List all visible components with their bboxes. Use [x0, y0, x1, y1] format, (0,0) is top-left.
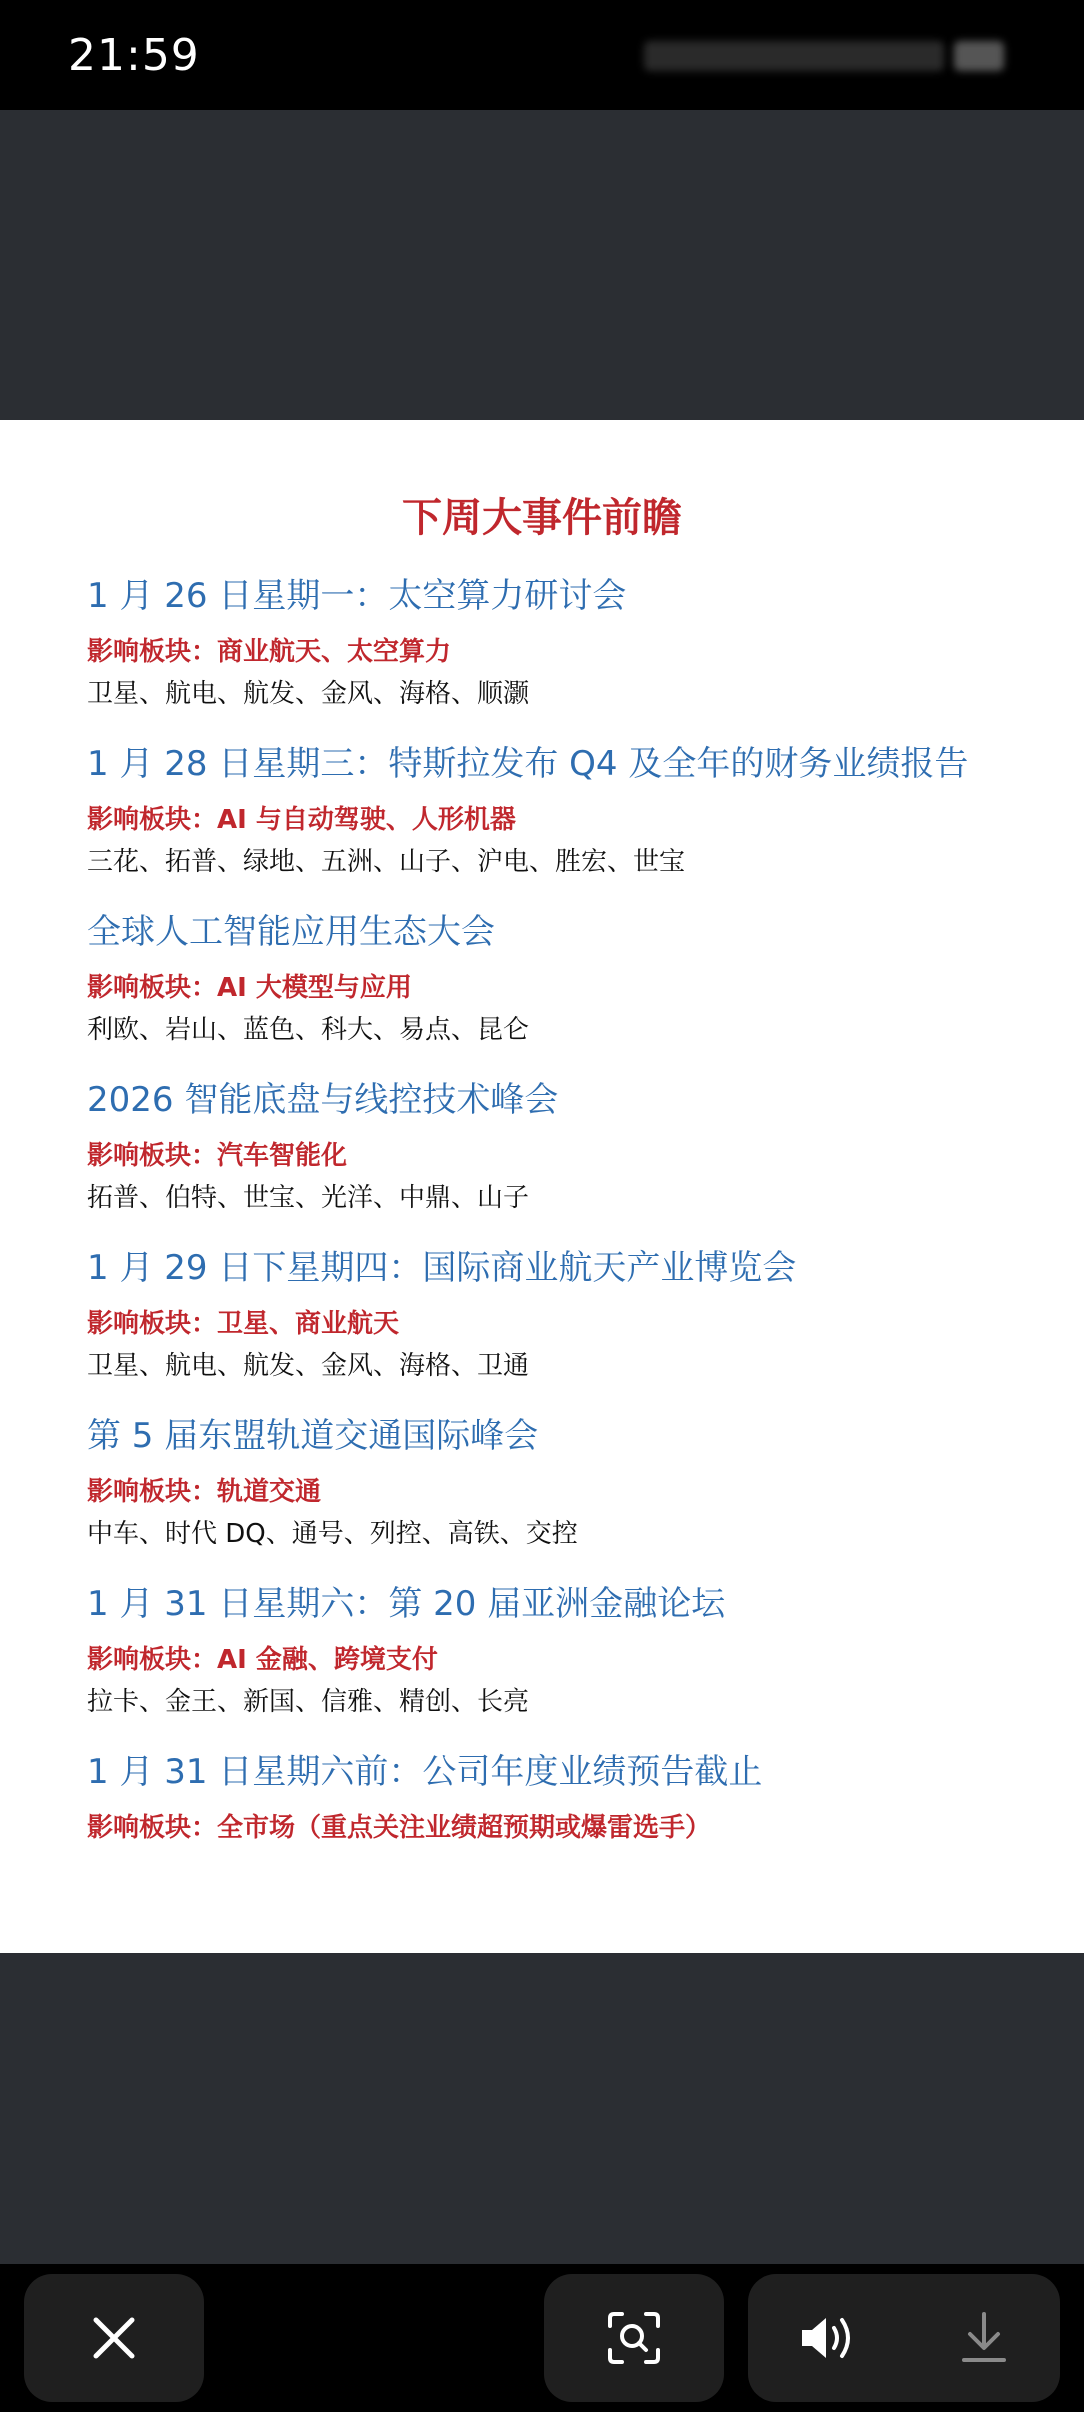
event-item — [87, 908, 1047, 1048]
blurred-status-icons — [644, 41, 944, 71]
image-search-icon — [606, 2310, 662, 2366]
status-time: 21:59 — [68, 30, 200, 81]
event-item — [87, 1412, 1047, 1552]
event-stocks: 拉卡、金王、新国、信雅、精创、长亮 — [87, 1687, 530, 1717]
speaker-icon[interactable] — [798, 2310, 858, 2366]
document-title: 下周大事件前瞻 — [402, 494, 682, 541]
event-stocks: 中车、时代 DQ、通号、列控、高铁、交控 — [87, 1519, 578, 1549]
battery-icon — [954, 41, 1004, 71]
event-sector: 影响板块：轨道交通 — [87, 1477, 322, 1507]
status-bar — [0, 0, 1084, 110]
event-stocks: 卫星、航电、航发、金风、海格、卫通 — [87, 1351, 530, 1381]
image-search-button[interactable] — [544, 2274, 724, 2402]
event-heading: 1 月 31 日星期六：第 20 届亚洲金融论坛 — [87, 1584, 726, 1624]
event-heading: 1 月 28 日星期三：特斯拉发布 Q4 及全年的财务业绩报告 — [87, 744, 969, 784]
event-item — [87, 1580, 1047, 1720]
event-sector: 影响板块：AI 与自动驾驶、人形机器 — [87, 805, 516, 835]
event-stocks: 利欧、岩山、蓝色、科大、易点、昆仑 — [87, 1015, 530, 1045]
status-icons-blurred — [614, 36, 1004, 76]
event-sector: 影响板块：AI 大模型与应用 — [87, 973, 412, 1003]
event-heading: 第 5 届东盟轨道交通国际峰会 — [87, 1416, 539, 1456]
event-heading: 1 月 26 日星期一：太空算力研讨会 — [87, 576, 627, 616]
event-sector: 影响板块：卫星、商业航天 — [87, 1309, 400, 1339]
close-button[interactable] — [24, 2274, 204, 2402]
event-heading: 2026 智能底盘与线控技术峰会 — [87, 1080, 559, 1120]
event-stocks: 拓普、伯特、世宝、光洋、中鼎、山子 — [87, 1183, 530, 1213]
event-item — [87, 740, 1047, 880]
close-icon — [90, 2314, 138, 2362]
event-stocks: 卫星、航电、航发、金风、海格、顺灏 — [87, 679, 530, 709]
event-item — [87, 572, 1047, 712]
event-sector: 影响板块：商业航天、太空算力 — [87, 637, 452, 667]
event-sector: 影响板块：汽车智能化 — [87, 1141, 348, 1171]
event-sector: 影响板块：AI 金融、跨境支付 — [87, 1645, 438, 1675]
audio-download-group — [748, 2274, 1060, 2402]
bottom-toolbar — [0, 2264, 1084, 2412]
event-heading: 全球人工智能应用生态大会 — [87, 912, 495, 952]
event-heading: 1 月 31 日星期六前：公司年度业绩预告截止 — [87, 1752, 763, 1792]
event-stocks: 三花、拓普、绿地、五洲、山子、沪电、胜宏、世宝 — [87, 847, 686, 877]
event-heading: 1 月 29 日下星期四：国际商业航天产业博览会 — [87, 1248, 797, 1288]
download-icon[interactable] — [958, 2310, 1010, 2366]
event-item — [87, 1076, 1047, 1216]
event-item — [87, 1244, 1047, 1384]
event-sector: 影响板块：全市场（重点关注业绩超预期或爆雷选手） — [87, 1813, 712, 1843]
event-item — [87, 1748, 1047, 1846]
